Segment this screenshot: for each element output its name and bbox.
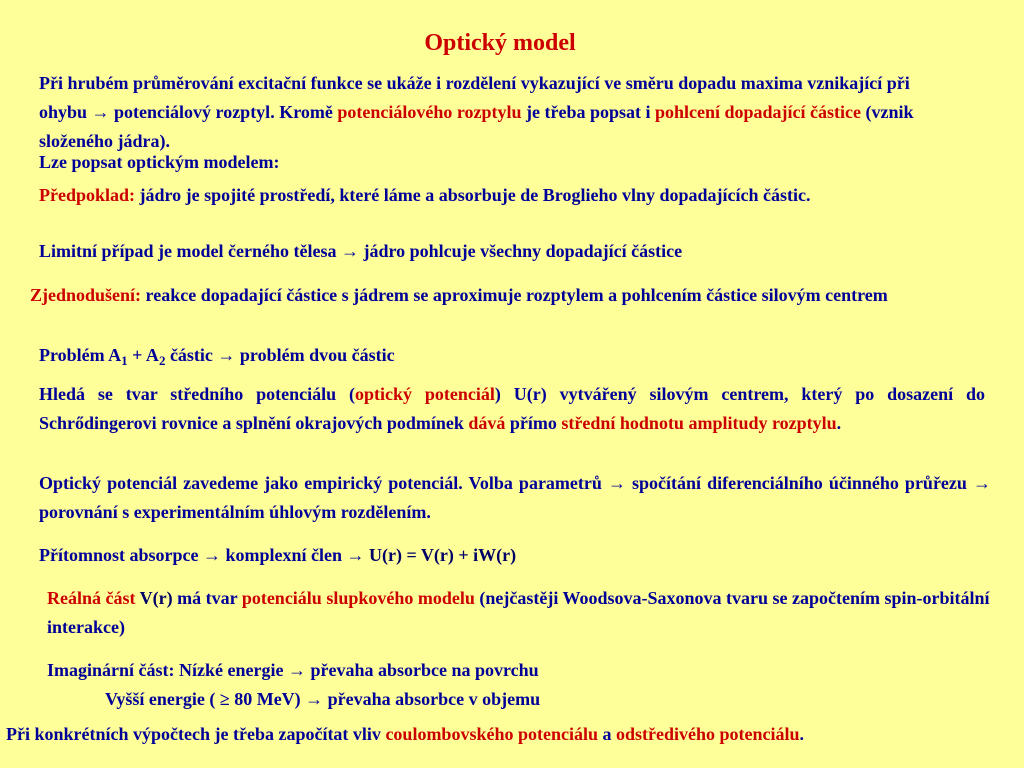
- paragraph-black-body: Limitní případ je model černého tělesa → jádro pohlcuje všechny dopadající částice: [39, 241, 683, 261]
- paragraph-simplification: [30, 281, 985, 310]
- highlight-potential-scattering: potenciálového rozptylu: [337, 102, 522, 122]
- text: Při hrubém průměrování excitační funkce se ukáže i rozdělení vykazující ve směru dopadu maxima vznikající při ohybu → potenciálový rozptyl. Kromě: [39, 73, 910, 122]
- text: + A: [127, 345, 159, 365]
- label-simplification: Zjednodušení:: [30, 285, 142, 305]
- text: ) U(r) vytvářený silovým centrem, který po dosazení do Schrődingerovi rovnice a splnění okrajových podmínek: [39, 384, 985, 433]
- text: Hledá se tvar středního potenciálu (: [39, 384, 356, 404]
- paragraph-real-part: [47, 584, 992, 642]
- highlight-absorption: pohlcení dopadající částice: [655, 102, 862, 122]
- text: Problém A: [39, 345, 122, 365]
- text: (vznik složeného jádra).: [39, 102, 914, 151]
- text: .: [836, 413, 842, 433]
- formula-real: V(r): [135, 588, 178, 608]
- formula-complex-potential: U(r) = V(r) + iW(r): [369, 545, 517, 565]
- subscript: 1: [121, 353, 128, 368]
- text: Přítomnost absorpce → komplexní člen →: [39, 545, 369, 565]
- highlight-optical-potential: optický potenciál: [355, 384, 495, 404]
- subscript: 2: [158, 353, 166, 368]
- text: .: [799, 724, 804, 744]
- slide-title: Optický model: [424, 30, 576, 56]
- highlight-coulomb: coulombovského potenciálu: [385, 724, 598, 744]
- paragraph-optical-model: Lze popsat optickým modelem:: [39, 152, 280, 172]
- paragraph-absorption: [39, 541, 939, 570]
- text: je třeba popsat i: [521, 102, 656, 122]
- text: má tvar: [177, 588, 242, 608]
- text: Při konkrétních výpočtech je třeba započítat vliv: [6, 724, 386, 744]
- text: reakce dopadající částice s jádrem se aproximuje rozptylem a pohlcením částice silovým centrem: [141, 285, 888, 305]
- paragraph-optical-potential: [39, 380, 985, 438]
- label-assumption: Předpoklad:: [39, 185, 136, 205]
- highlight-mean-amplitude: střední hodnotu amplitudy rozptylu: [561, 413, 837, 433]
- highlight-gives: dává: [468, 413, 506, 433]
- imaginary-line-high-energy: Vyšší energie ( ≥ 80 MeV) → převaha absorbce v objemu: [105, 689, 541, 709]
- imaginary-line-low-energy: Imaginární část: Nízké energie → převaha absorbce na povrchu: [47, 660, 539, 680]
- text: přímo: [505, 413, 562, 433]
- paragraph-assumption: [39, 181, 993, 210]
- text: jádro je spojité prostředí, které láme a absorbuje de Broglieho vlny dopadajících částic.: [135, 185, 811, 205]
- paragraph-imaginary-part: [47, 656, 947, 714]
- text: (nejčastěji Woodsova-Saxonova tvaru se započtením spin-orbitální interakce): [47, 588, 990, 637]
- text: a: [597, 724, 616, 744]
- paragraph-two-body: [39, 341, 939, 370]
- label-real-part: Reálná část: [47, 588, 136, 608]
- highlight-shell-model: potenciálu slupkového modelu: [241, 588, 475, 608]
- highlight-centrifugal: odstředivého potenciálu: [615, 724, 800, 744]
- paragraph-conclusion: [6, 720, 1022, 749]
- text: částic → problém dvou částic: [165, 345, 395, 365]
- paragraph-intro: [39, 69, 959, 156]
- paragraph-empirical: Optický potenciál zavedeme jako empirický potenciál. Volba parametrů → spočítání diferenciálního účinného průřezu → porovnání s experimentálním úhlovým rozdělením.: [39, 473, 991, 522]
